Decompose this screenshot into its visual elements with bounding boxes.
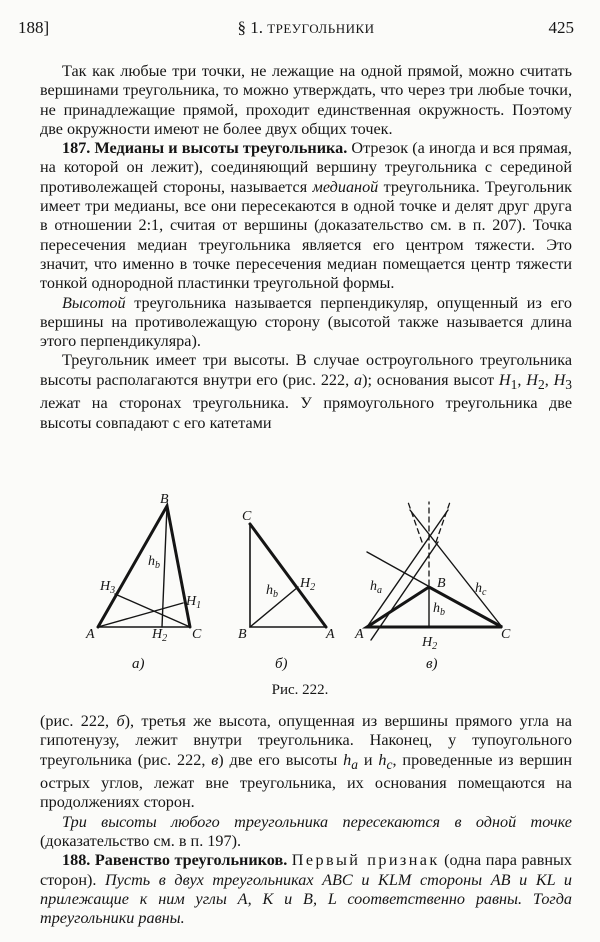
label-a-C: C (192, 627, 202, 642)
label-b-hb: $h_b$ (266, 583, 278, 600)
section-187-heading: 187. Медианы и высоты треугольника. (62, 139, 348, 158)
triangle-c (367, 502, 502, 640)
label-b-A: A (326, 627, 335, 642)
text-block-bottom (40, 712, 572, 929)
paragraph-continued: (рис. 222, б), третья же высота, опущенная из вершины прямого угла на гипотенузу, лежит внутри треугольника. Наконец, у тупоугольного треугольника (рис. 222, в) две его высоты $h_a$ и $h_c$, проведенные из вершин острых углов, лежат вне треугольника, их основания помещаются на продолжениях сторон. (40, 712, 572, 812)
label-c-C: C (501, 627, 511, 642)
paragraph-three-heights: Треугольник имеет три высоты. В случае остроугольного треугольника высоты располагаются внутри его (рис. 222, а); основания высот $H_1$, $H_2$, $H_3$ лежат на сторонах треугольника. У прямоугольного треугольника две высоты совпадают с его катетами (40, 351, 573, 432)
section-188-heading: 188. Равенство треугольников. (62, 851, 288, 870)
label-a-H3: $H_3$ (100, 579, 116, 596)
subcaption-c: в) (426, 656, 438, 672)
paragraph-theorem: Три высоты любого треугольника пересекаются в одной точке (доказательство см. в п. 197). (40, 812, 572, 851)
label-c-B: B (437, 576, 446, 591)
header-title: § 1. ТРЕУГОЛЬНИКИ (237, 18, 375, 37)
label-c-ha: $h_a$ (370, 579, 382, 596)
triangle-b (250, 524, 326, 627)
figure-caption: Рис. 222. (271, 682, 329, 698)
figure-222 (70, 490, 550, 700)
subcaption-b: б) (275, 656, 288, 672)
label-c-A: A (355, 627, 364, 642)
triangle-a (98, 506, 190, 627)
paragraph-187-medians: 187. Медианы и высоты треугольника. Отрезок (а иногда и вся прямая, на которой он лежит), соединяющий вершину треугольника с серединой противолежащей стороны, называется медианой треугольника. Треугольник имеет три медианы, все они пересекаются в одной точке и делят друг друга в отношении 2:1, считая от вершины (доказательство см. в п. 207). Точка пересечения медиан треугольника является его центром тяжести. Это значит, что именно в точке пересечения медиан помещается центр тяжести тонкой однородной пластинки треугольной формы. (40, 139, 572, 293)
figure-222-drawing (70, 490, 550, 680)
paragraph-circles: Так как любые три точки, не лежащие на одной прямой, можно считать вершинами треугольника, то можно утверждать, что через три любые точки, не принадлежащие прямой, проходит единственная окружность. Поэтому две окружности имеют не более двух общих точек. (40, 62, 572, 138)
paragraph-188-equality: 188. Равенство треугольников. Первый признак (одна пара равных сторон). Пусть в двух треугольниках ABC и KLM стороны AB и KL и прилежащие к ним углы A, K и B, L соответственно равны. Тогда треугольники равны. (40, 851, 573, 928)
label-c-hb: $h_b$ (433, 601, 445, 618)
label-c-hc: $h_c$ (475, 581, 487, 598)
label-b-B: B (238, 627, 247, 642)
label-a-A: A (86, 627, 95, 642)
subcaption-a: а) (132, 656, 145, 672)
label-c-H2: $H_2$ (422, 635, 438, 652)
label-a-H2: $H_2$ (152, 627, 168, 644)
text-block-top (40, 62, 572, 433)
page-number: 425 (548, 18, 574, 37)
paragraph-height-def: Высотой треугольника называется перпендикуляр, опущенный из его вершины на противолежащую сторону (высотой также называется длина этого перпендикуляра). (40, 293, 572, 351)
header-section-number: 188] (18, 18, 50, 37)
label-b-C: C (242, 509, 252, 524)
label-a-B: B (160, 492, 169, 507)
label-a-H1: $H_1$ (186, 594, 202, 611)
page-header (18, 18, 574, 42)
label-a-hb: $h_b$ (148, 554, 160, 571)
label-b-H2: $H_2$ (300, 576, 316, 593)
